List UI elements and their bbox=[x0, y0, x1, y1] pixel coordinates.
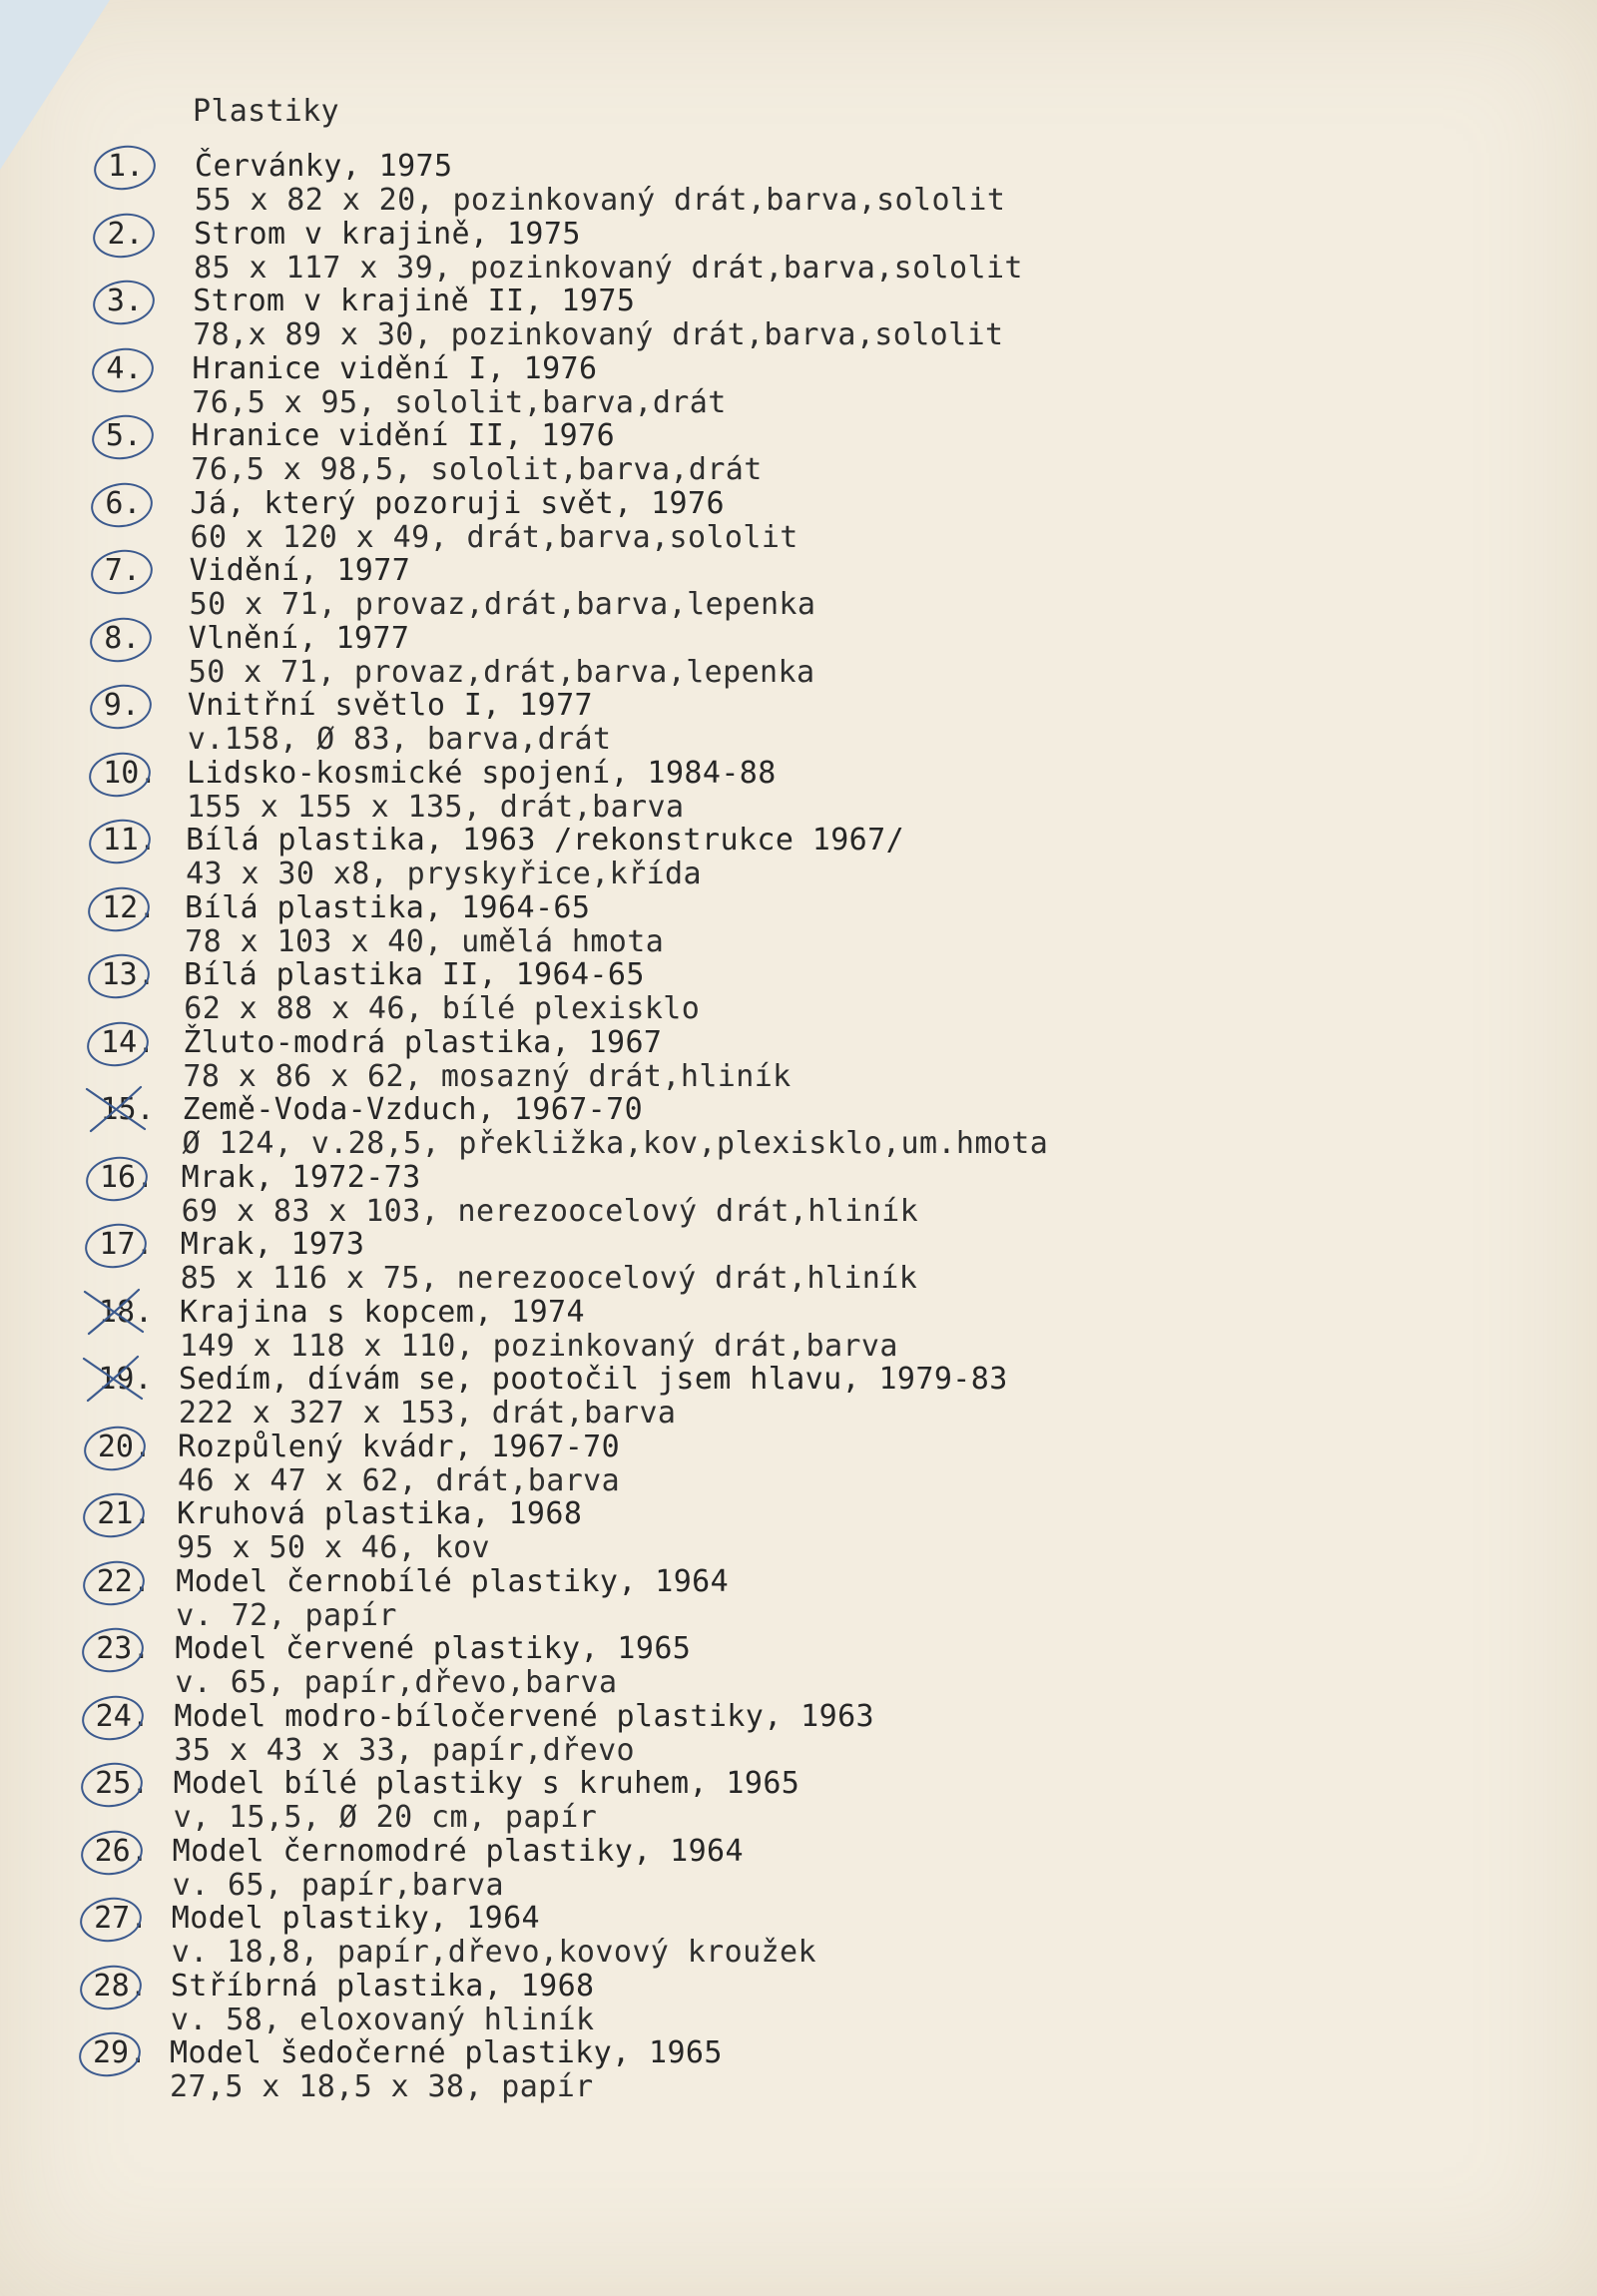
list-item bbox=[0, 891, 1098, 959]
item-details: 50 x 71, provaz,drát,barva,lepenka bbox=[189, 587, 816, 622]
list-item bbox=[0, 1431, 1098, 1498]
item-title: Sedím, dívám se, pootočil jsem hlavu, 1979-83 bbox=[178, 1362, 1008, 1397]
item-number: 27. bbox=[94, 1902, 156, 1936]
item-number: 23. bbox=[96, 1632, 158, 1666]
list-item bbox=[0, 150, 1098, 218]
handwritten-circle-mark bbox=[77, 1894, 145, 1946]
item-details: 78 x 103 x 40, umělá hmota bbox=[185, 923, 665, 959]
item-details: 95 x 50 x 46, kov bbox=[177, 1530, 490, 1565]
item-title: Model bílé plastiky s kruhem, 1965 bbox=[173, 1766, 800, 1801]
list-item bbox=[0, 1026, 1098, 1094]
list-item bbox=[0, 1565, 1098, 1633]
item-title: Já, který pozoruji svět, 1976 bbox=[190, 485, 725, 521]
handwritten-circle-mark bbox=[81, 1489, 149, 1541]
list-item bbox=[0, 622, 1098, 690]
list-item bbox=[0, 1228, 1098, 1296]
item-details: v. 58, eloxovaný hliník bbox=[170, 2002, 595, 2037]
item-title: Model šedočerné plastiky, 1965 bbox=[170, 2035, 723, 2070]
item-number: 1. bbox=[108, 150, 170, 184]
item-number: 22. bbox=[97, 1565, 159, 1599]
list-item bbox=[0, 824, 1098, 891]
handwritten-circle-mark bbox=[91, 142, 159, 194]
item-details: 76,5 x 95, sololit,barva,drát bbox=[192, 384, 727, 420]
item-title: Hranice vidění I, 1976 bbox=[192, 350, 598, 386]
handwritten-circle-mark bbox=[79, 1624, 147, 1676]
handwritten-circle-mark bbox=[84, 1017, 152, 1069]
item-details: 46 x 47 x 62, drát,barva bbox=[178, 1462, 621, 1498]
item-details: 78 x 86 x 62, mosazný drát,hliník bbox=[183, 1058, 792, 1094]
handwritten-circle-mark bbox=[89, 411, 157, 463]
item-title: Kruhová plastika, 1968 bbox=[177, 1496, 583, 1531]
item-title: Strom v krajině II, 1975 bbox=[193, 284, 636, 318]
item-number: 8. bbox=[104, 622, 166, 656]
document-heading: Plastiky bbox=[193, 94, 339, 129]
item-details: 85 x 116 x 75, nerezoocelový drát,hliník bbox=[180, 1261, 918, 1296]
handwritten-circle-mark bbox=[83, 1152, 151, 1204]
list-item bbox=[0, 1767, 1098, 1835]
list-item bbox=[0, 218, 1098, 286]
item-details: v. 18,8, papír,dřevo,kovový kroužek bbox=[171, 1935, 816, 1970]
item-details: 149 x 118 x 110, pozinkovaný drát,barva bbox=[179, 1328, 898, 1364]
item-title: Model černobílé plastiky, 1964 bbox=[176, 1563, 730, 1599]
item-title: Model červené plastiky, 1965 bbox=[175, 1631, 692, 1666]
item-title: Červánky, 1975 bbox=[195, 149, 453, 184]
item-details: 76,5 x 98,5, sololit,barva,drát bbox=[191, 452, 763, 487]
item-title: Hranice vidění II, 1976 bbox=[191, 418, 616, 453]
item-number: 17. bbox=[99, 1228, 161, 1262]
item-number: 28. bbox=[94, 1970, 156, 2004]
item-number: 20. bbox=[98, 1431, 160, 1464]
handwritten-circle-mark bbox=[86, 816, 154, 867]
handwritten-circle-mark bbox=[77, 1961, 145, 2012]
handwritten-circle-mark bbox=[81, 1422, 149, 1473]
handwritten-circle-mark bbox=[90, 343, 158, 395]
item-title: Země-Voda-Vzduch, 1967-70 bbox=[182, 1092, 644, 1127]
list-item bbox=[0, 757, 1098, 825]
item-title: Žluto-modrá plastika, 1967 bbox=[183, 1024, 663, 1060]
item-number: 21. bbox=[97, 1497, 159, 1531]
page-corner-background bbox=[0, 0, 110, 170]
item-number: 19. bbox=[98, 1363, 160, 1397]
item-number: 12. bbox=[102, 891, 164, 925]
item-title: Mrak, 1973 bbox=[180, 1227, 365, 1262]
list-item bbox=[0, 1632, 1098, 1700]
list-item bbox=[0, 1902, 1098, 1970]
item-number: 25. bbox=[95, 1767, 157, 1801]
item-number: 18. bbox=[99, 1296, 161, 1330]
item-number: 15. bbox=[101, 1093, 163, 1127]
handwritten-circle-mark bbox=[88, 546, 156, 598]
item-details: 35 x 43 x 33, papír,dřevo bbox=[174, 1732, 635, 1768]
list-item bbox=[0, 1161, 1098, 1229]
item-title: Lidsko-kosmické spojení, 1984-88 bbox=[186, 755, 777, 791]
handwritten-circle-mark bbox=[85, 882, 153, 934]
list-item bbox=[0, 352, 1098, 420]
item-details: 50 x 71, provaz,drát,barva,lepenka bbox=[188, 654, 815, 690]
item-number: 9. bbox=[104, 689, 166, 723]
item-details: 85 x 117 x 39, pozinkovaný drát,barva,sololit bbox=[194, 250, 1023, 286]
handwritten-circle-mark bbox=[91, 209, 159, 261]
item-number: 14. bbox=[101, 1026, 163, 1060]
handwritten-circle-mark bbox=[90, 277, 158, 328]
handwritten-circle-mark bbox=[80, 1556, 148, 1608]
item-details: v.158, Ø 83, barva,drát bbox=[187, 722, 612, 757]
item-number: 5. bbox=[106, 419, 168, 453]
list-item bbox=[0, 1700, 1098, 1768]
handwritten-circle-mark bbox=[89, 478, 157, 530]
list-item bbox=[0, 1497, 1098, 1565]
item-details: v, 15,5, Ø 20 cm, papír bbox=[173, 1800, 598, 1835]
item-title: Vnitřní světlo I, 1977 bbox=[187, 688, 593, 723]
item-title: Vlnění, 1977 bbox=[188, 620, 410, 656]
item-number: 10. bbox=[103, 757, 165, 791]
handwritten-circle-mark bbox=[76, 2028, 144, 2080]
item-title: Model černomodré plastiky, 1964 bbox=[172, 1833, 744, 1869]
item-number: 3. bbox=[107, 285, 169, 318]
list-item bbox=[0, 487, 1098, 555]
item-number: 24. bbox=[96, 1700, 158, 1734]
item-number: 7. bbox=[105, 554, 167, 588]
item-details: 78,x 89 x 30, pozinkovaný drát,barva,sololit bbox=[193, 317, 1004, 352]
list-item bbox=[0, 2036, 1098, 2104]
handwritten-circle-mark bbox=[78, 1759, 146, 1811]
item-title: Bílá plastika II, 1964-65 bbox=[184, 957, 645, 992]
list-item bbox=[0, 1835, 1098, 1903]
item-title: Bílá plastika, 1963 /rekonstrukce 1967/ bbox=[186, 823, 905, 858]
item-number: 6. bbox=[105, 487, 167, 521]
item-details: Ø 124, v.28,5, překližka,kov,plexisklo,um.hmota bbox=[182, 1126, 1049, 1161]
item-title: Rozpůlený kvádr, 1967-70 bbox=[178, 1429, 621, 1464]
item-details: 27,5 x 18,5 x 38, papír bbox=[170, 2069, 594, 2104]
item-number: 2. bbox=[107, 218, 169, 252]
handwritten-circle-mark bbox=[85, 950, 153, 1002]
list-item bbox=[0, 1093, 1098, 1161]
item-title: Model plastiky, 1964 bbox=[171, 1901, 541, 1936]
item-title: Krajina s kopcem, 1974 bbox=[179, 1294, 585, 1330]
item-details: 69 x 83 x 103, nerezoocelový drát,hliník bbox=[181, 1193, 919, 1229]
item-details: v. 65, papír,barva bbox=[172, 1867, 504, 1903]
item-title: Mrak, 1972-73 bbox=[181, 1159, 421, 1195]
item-details: 43 x 30 x8, pryskyřice,křída bbox=[186, 857, 702, 891]
item-number: 13. bbox=[102, 958, 164, 992]
list-item bbox=[0, 1363, 1098, 1431]
item-details: v. 65, papír,dřevo,barva bbox=[175, 1665, 618, 1700]
item-details: 222 x 327 x 153, drát,barva bbox=[178, 1396, 677, 1431]
item-title: Strom v krajině, 1975 bbox=[194, 216, 581, 252]
item-number: 29. bbox=[93, 2036, 155, 2070]
handwritten-circle-mark bbox=[87, 613, 155, 665]
list-item bbox=[0, 958, 1098, 1026]
handwritten-circle-mark bbox=[87, 681, 155, 733]
item-title: Model modro-bíločervené plastiky, 1963 bbox=[174, 1698, 874, 1734]
list-item bbox=[0, 419, 1098, 487]
item-details: 55 x 82 x 20, pozinkovaný drát,barva,sololit bbox=[195, 183, 1006, 218]
item-number: 11. bbox=[103, 824, 165, 858]
item-number: 4. bbox=[106, 352, 168, 386]
list-item bbox=[0, 554, 1098, 622]
item-number: 16. bbox=[100, 1161, 162, 1195]
handwritten-circle-mark bbox=[79, 1691, 147, 1743]
handwritten-circle-mark bbox=[83, 1220, 151, 1272]
item-number: 26. bbox=[95, 1835, 157, 1869]
list-item bbox=[0, 689, 1098, 757]
item-details: v. 72, papír bbox=[176, 1597, 397, 1633]
item-title: Bílá plastika, 1964-65 bbox=[185, 889, 591, 925]
list-item bbox=[0, 1296, 1098, 1364]
list-item bbox=[0, 285, 1098, 352]
list-item bbox=[0, 1970, 1098, 2037]
handwritten-circle-mark bbox=[86, 748, 154, 800]
item-details: 155 x 155 x 135, drát,barva bbox=[186, 789, 685, 825]
item-details: 60 x 120 x 49, drát,barva,sololit bbox=[190, 519, 798, 555]
handwritten-circle-mark bbox=[78, 1826, 146, 1878]
item-title: Stříbrná plastika, 1968 bbox=[170, 1968, 595, 2004]
item-details: 62 x 88 x 46, bílé plexisklo bbox=[184, 991, 701, 1026]
item-title: Vidění, 1977 bbox=[189, 553, 411, 588]
